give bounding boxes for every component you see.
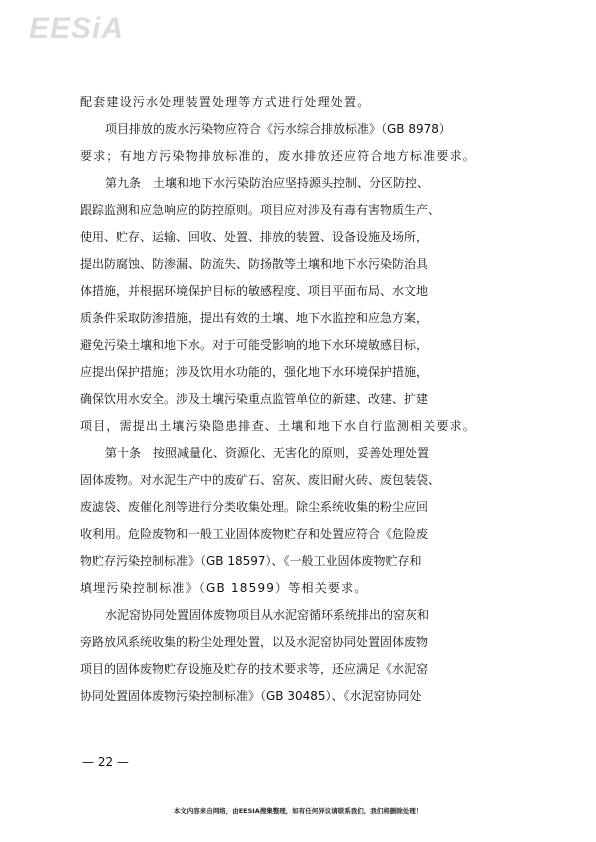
text-line: 应提出保护措施；涉及饮用水功能的，强化地下水环境保护措施， <box>80 365 429 379</box>
eesia-logo: EESiA <box>29 12 125 45</box>
text-line: 体措施，并根据环境保护目标的敏感程度、项目平面布局、水文地 <box>80 284 429 298</box>
text-line: 项目排放的废水污染物应符合《污水综合排放标准》（GB 8978） <box>105 122 451 136</box>
paragraph <box>80 440 527 602</box>
text-line: 要求；有地方污染物排放标准的，废水排放还应符合地方标准要求。 <box>80 149 477 163</box>
paragraph <box>80 89 527 116</box>
text-line: 避免污染土壤和地下水。对于可能受影响的地下水环境敏感目标， <box>80 338 429 352</box>
text-line: 配套建设污水处理装置处理等方式进行处理处置。 <box>80 95 371 109</box>
text-line: 项目的固体废物贮存设施及贮存的技术要求等，还应满足《水泥窑 <box>80 662 429 676</box>
text-line: 填埋污染控制标准》（GB 18599）等相关要求。 <box>80 581 368 595</box>
text-line: 使用、贮存、运输、回收、处置、排放的装置、设备设施及场所， <box>80 230 429 244</box>
text-line: 旁路放风系统收集的粉尘处理处置，以及水泥窑协同处置固体废物 <box>80 635 429 649</box>
text-line: 固体废物。对水泥生产中的废矿石、窑灰、废旧耐火砖、废包装袋、 <box>80 473 441 487</box>
text-line: 废滤袋、废催化剂等进行分类收集处理。除尘系统收集的粉尘应回 <box>80 500 429 514</box>
text-line: 收利用。危险废物和一般工业固体废物贮存和处置应符合《危险废 <box>80 527 429 541</box>
text-line: 第十条 按照减量化、资源化、无害化的原则，妥善处理处置 <box>105 446 430 460</box>
paragraph <box>80 116 527 170</box>
text-line: 质条件采取防渗措施，提出有效的土壤、地下水监控和应急方案， <box>80 311 429 325</box>
text-line: 确保饮用水安全。涉及土壤污染重点监管单位的新建、改建、扩建 <box>80 392 429 406</box>
text-line: 项目，需提出土壤污染隐患排查、土壤和地下水自行监测相关要求。 <box>80 419 477 433</box>
footer-disclaimer: 本文内容来自网络，由EESIA搜集整理，如有任何异议请联系我们，我们将删除处理！ <box>173 807 423 815</box>
paragraph <box>80 602 527 710</box>
text-line: 水泥窑协同处置固体废物项目从水泥窑循环系统排出的窑灰和 <box>105 608 430 622</box>
document-body <box>80 89 527 710</box>
text-line: 提出防腐蚀、防渗漏、防流失、防扬散等土壤和地下水污染防治具 <box>80 257 429 271</box>
paragraph <box>80 170 527 440</box>
page-number: — 22 — <box>82 755 129 769</box>
text-line: 第九条 土壤和地下水污染防治应坚持源头控制、分区防控、 <box>105 176 430 190</box>
text-line: 物贮存污染控制标准》（GB 18597）、《一般工业固体废物贮存和 <box>80 554 422 568</box>
text-line: 协同处置固体废物污染控制标准》（GB 30485）、《水泥窑协同处 <box>80 689 422 703</box>
text-line: 跟踪监测和应急响应的防控原则。项目应对涉及有毒有害物质生产、 <box>80 203 441 217</box>
